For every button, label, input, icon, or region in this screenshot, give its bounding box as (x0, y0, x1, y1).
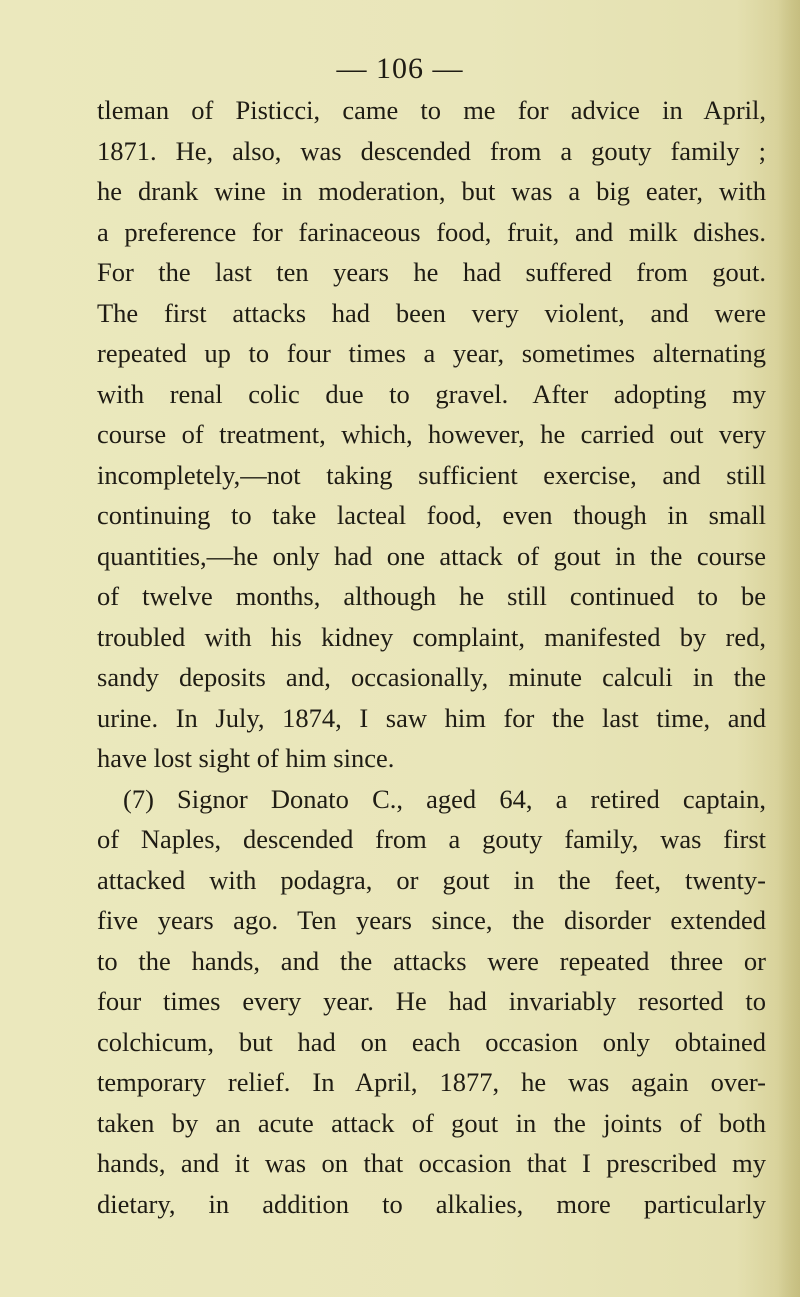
text-line: to the hands, and the attacks were repeated three or (97, 945, 766, 976)
text-line: he drank wine in moderation, but was a big eater, with (97, 176, 766, 206)
text-line: four times every year. He had invariably resorted to (97, 986, 766, 1016)
page-edge-shadow (778, 0, 800, 1297)
text-line: The first attacks had been very violent, and were (97, 297, 766, 328)
text-line: attacked with podagra, or gout in the feet, twenty- (97, 864, 766, 895)
text-line: course of treatment, which, however, he carried out very (97, 419, 766, 449)
text-line: repeated up to four times a year, sometimes alternating (97, 338, 766, 368)
text-line: of twelve months, although he still continued to be (97, 581, 766, 611)
text-line: urine. In July, 1874, I saw him for the last time, and (97, 702, 766, 733)
text-line: incompletely,—not taking sufficient exercise, and still (97, 459, 766, 490)
text-line: sandy deposits and, occasionally, minute calculi in the (97, 662, 766, 692)
text-line: taken by an acute attack of gout in the joints of both (97, 1107, 766, 1138)
text-line: with renal colic due to gravel. After adopting my (97, 378, 766, 409)
text-line: a preference for farinaceous food, fruit, and milk dishes. (97, 216, 766, 247)
text-line: dietary, in addition to alkalies, more particularly (97, 1188, 766, 1219)
text-line: continuing to take lacteal food, even though in small (97, 500, 766, 530)
text-line: tleman of Pisticci, came to me for advice in April, (97, 95, 766, 125)
text-line: troubled with his kidney complaint, manifested by red, (97, 621, 766, 652)
text-line: have lost sight of him since. (97, 743, 395, 773)
text-line: 1871. He, also, was descended from a gouty family ; (97, 135, 766, 166)
page-number: — 106 — (336, 52, 464, 85)
text-line: hands, and it was on that occasion that I prescribed my (97, 1148, 766, 1178)
text-line: five years ago. Ten years since, the disorder extended (97, 905, 766, 935)
body-text (97, 90, 766, 1224)
text-line: For the last ten years he had suffered from gout. (97, 257, 766, 287)
text-line: (7) Signor Donato C., aged 64, a retired captain, (123, 783, 766, 814)
text-line: of Naples, descended from a gouty family, was first (97, 824, 766, 854)
text-line: quantities,—he only had one attack of gout in the course (97, 540, 766, 571)
text-line: colchicum, but had on each occasion only obtained (97, 1026, 766, 1057)
text-line: temporary relief. In April, 1877, he was again over- (97, 1067, 766, 1097)
